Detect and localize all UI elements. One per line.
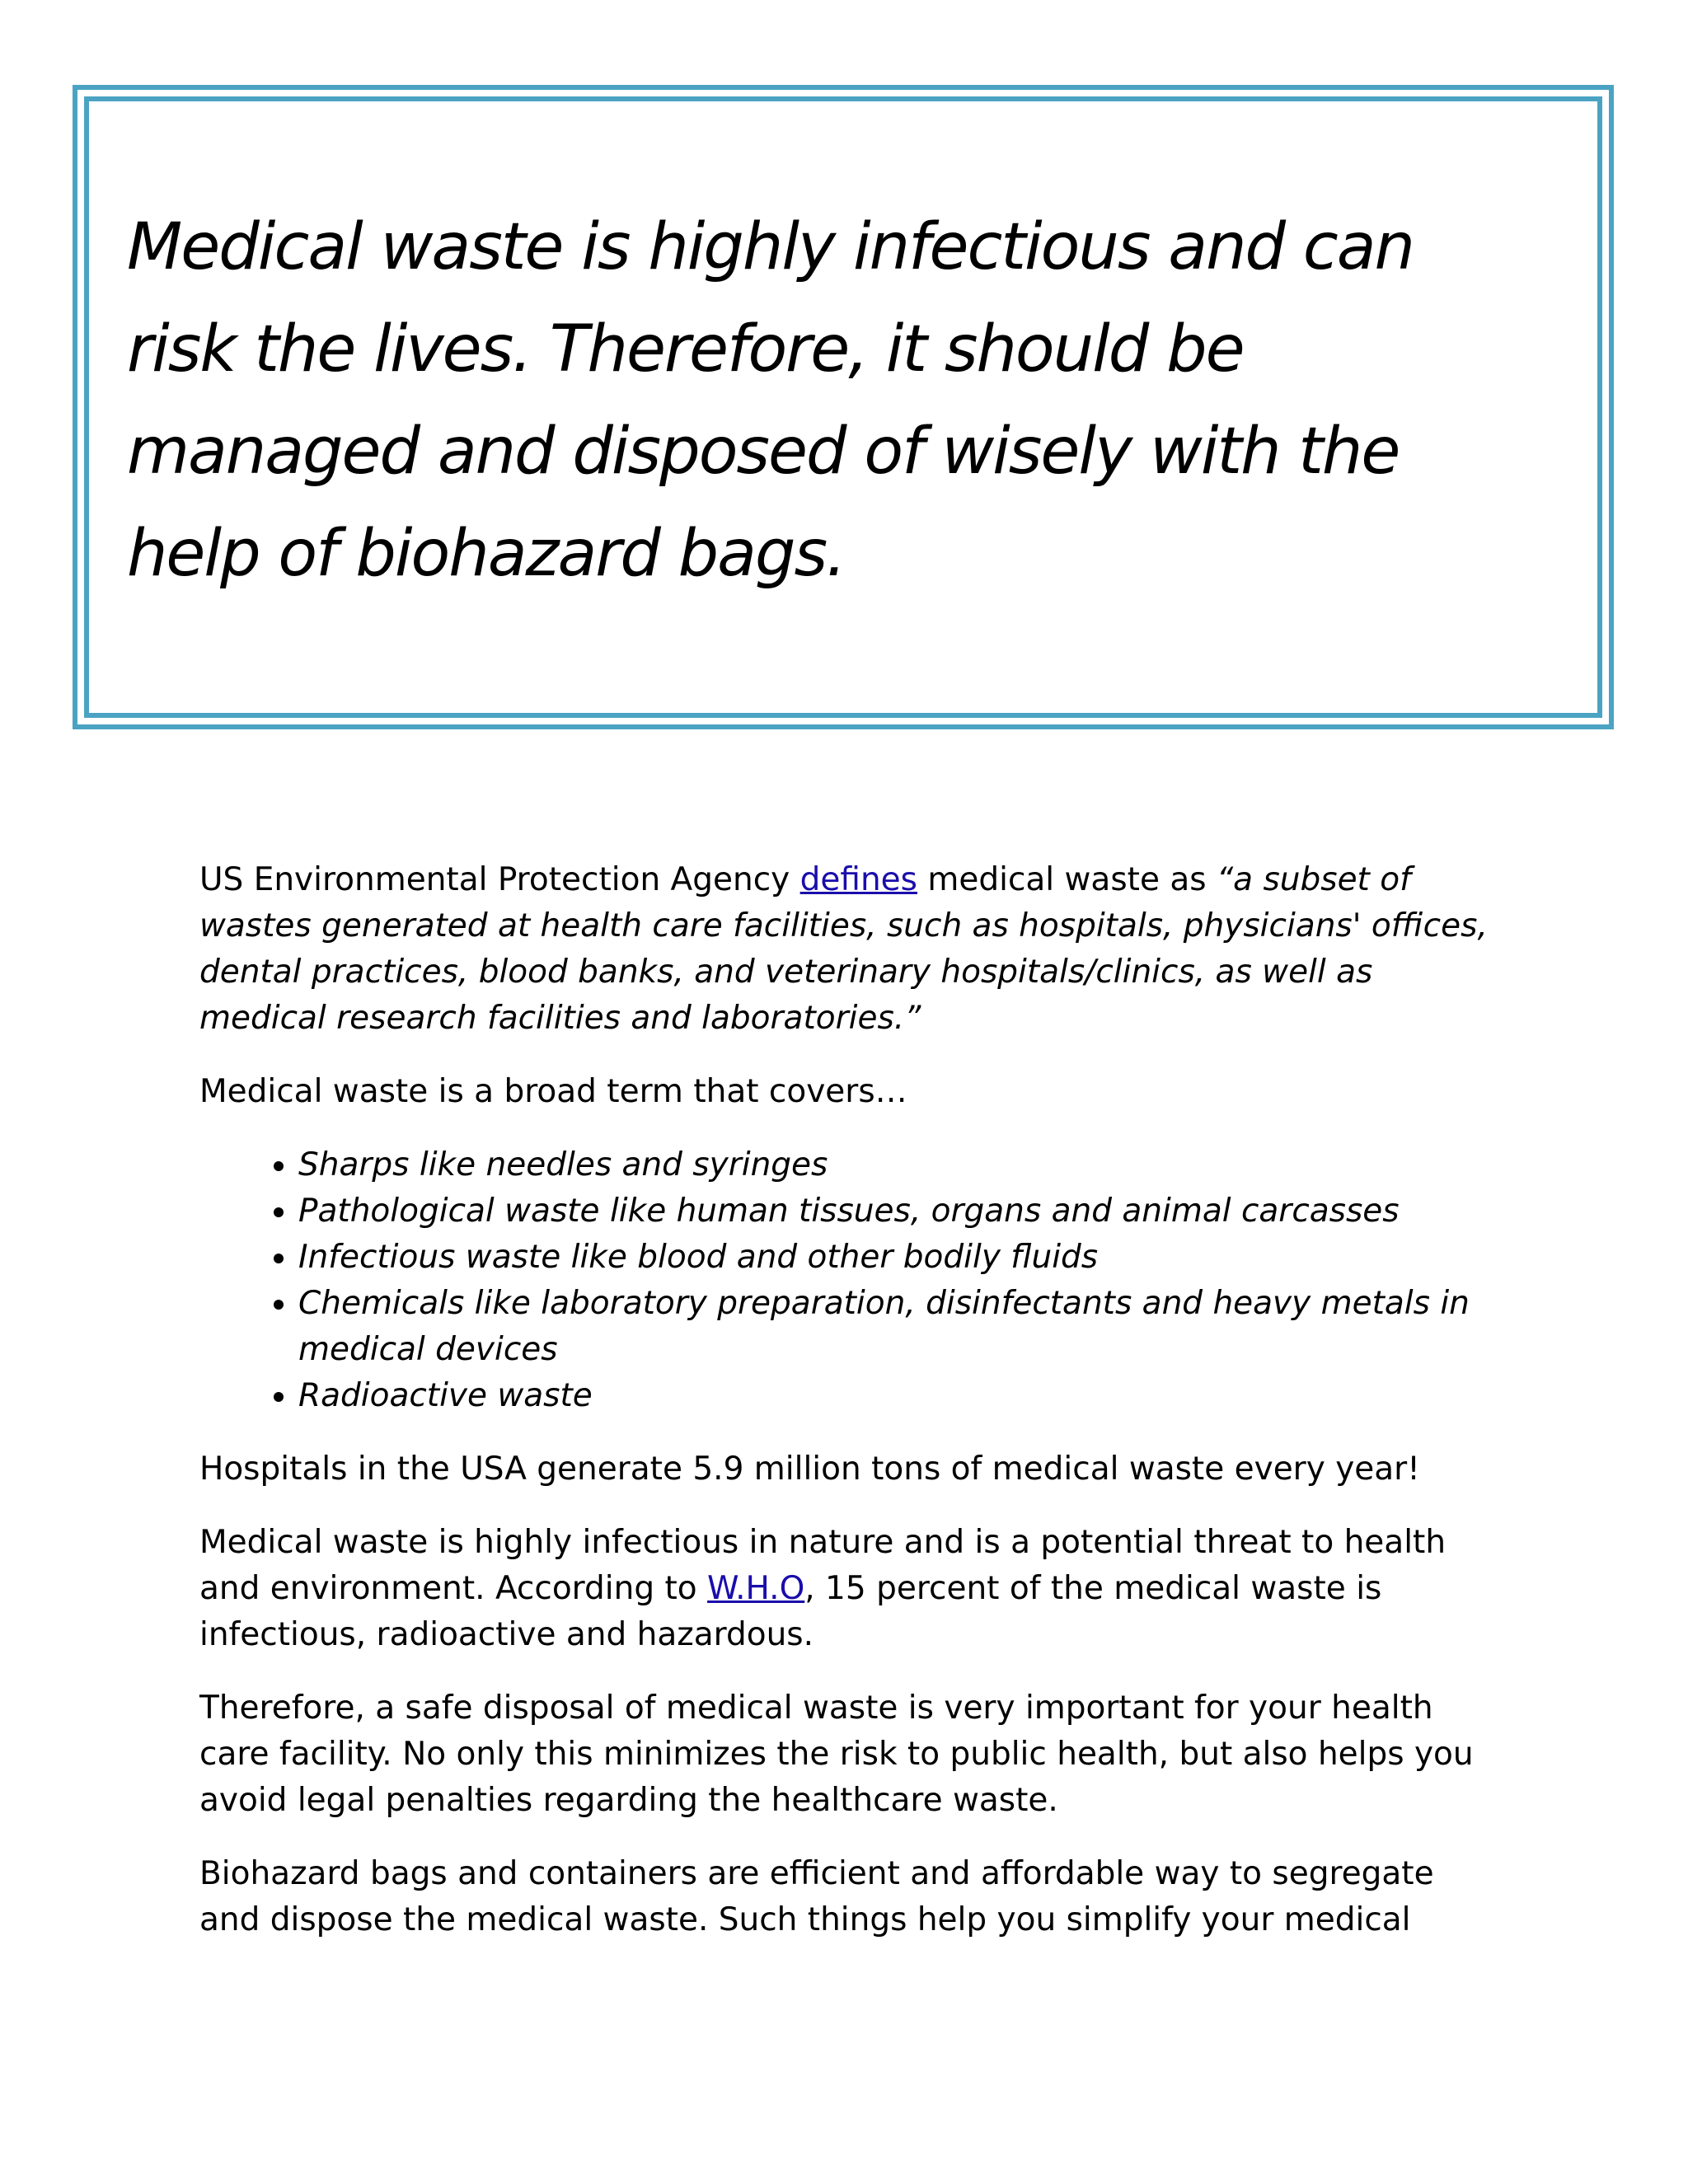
epa-mid-text: medical waste as <box>917 861 1217 898</box>
article-body <box>199 857 1502 1971</box>
who-lead-text: Medical waste is highly infectious in nature and is a potential threat to health and environment. According to <box>199 1524 1447 1607</box>
usa-statistic-paragraph: Hospitals in the USA generate 5.9 million tons of medical waste every year! <box>199 1451 1420 1488</box>
list-item: • Chemicals like laboratory preparation, disinfectants and heavy metals in medical devices <box>298 1281 1502 1373</box>
waste-types-list <box>199 1142 1502 1419</box>
safe-disposal-paragraph: Therefore, a safe disposal of medical waste is very important for your health care facility. No only this minimizes the risk to public health, but also helps you avoid legal penalties regarding the healthcare waste. <box>199 1690 1474 1819</box>
list-item: • Sharps like needles and syringes <box>298 1142 1502 1188</box>
callout-text: Medical waste is highly infectious and can risk the lives. Therefore, it should be managed and disposed of wisely with the help of biohazard bags. <box>127 210 1414 591</box>
who-link[interactable]: W.H.O <box>707 1570 805 1607</box>
epa-definition-paragraph <box>199 857 1502 1042</box>
epa-lead-text: US Environmental Protection Agency <box>199 861 800 898</box>
epa-quote: “a subset of wastes generated at health care facilities, such as hospitals, physicians' offices, dental practices, blood banks, and veterinary hospitals/clinics, as well as medical research facilities and laboratories.” <box>199 861 1488 1037</box>
list-item: • Infectious waste like blood and other bodily fluids <box>298 1235 1502 1281</box>
biohazard-bags-paragraph: Biohazard bags and containers are efficient and affordable way to segregate and dispose the medical waste. Such things help you simplify your medical <box>199 1855 1434 1938</box>
broad-term-paragraph: Medical waste is a broad term that covers… <box>199 1073 907 1110</box>
who-tail-text: , 15 percent of the medical waste is infectious, radioactive and hazardous. <box>199 1570 1382 1653</box>
defines-link[interactable]: defines <box>799 861 917 898</box>
list-item: • Pathological waste like human tissues, organs and animal carcasses <box>298 1188 1502 1235</box>
who-paragraph <box>199 1520 1502 1658</box>
list-item: • Radioactive waste <box>298 1373 1502 1419</box>
